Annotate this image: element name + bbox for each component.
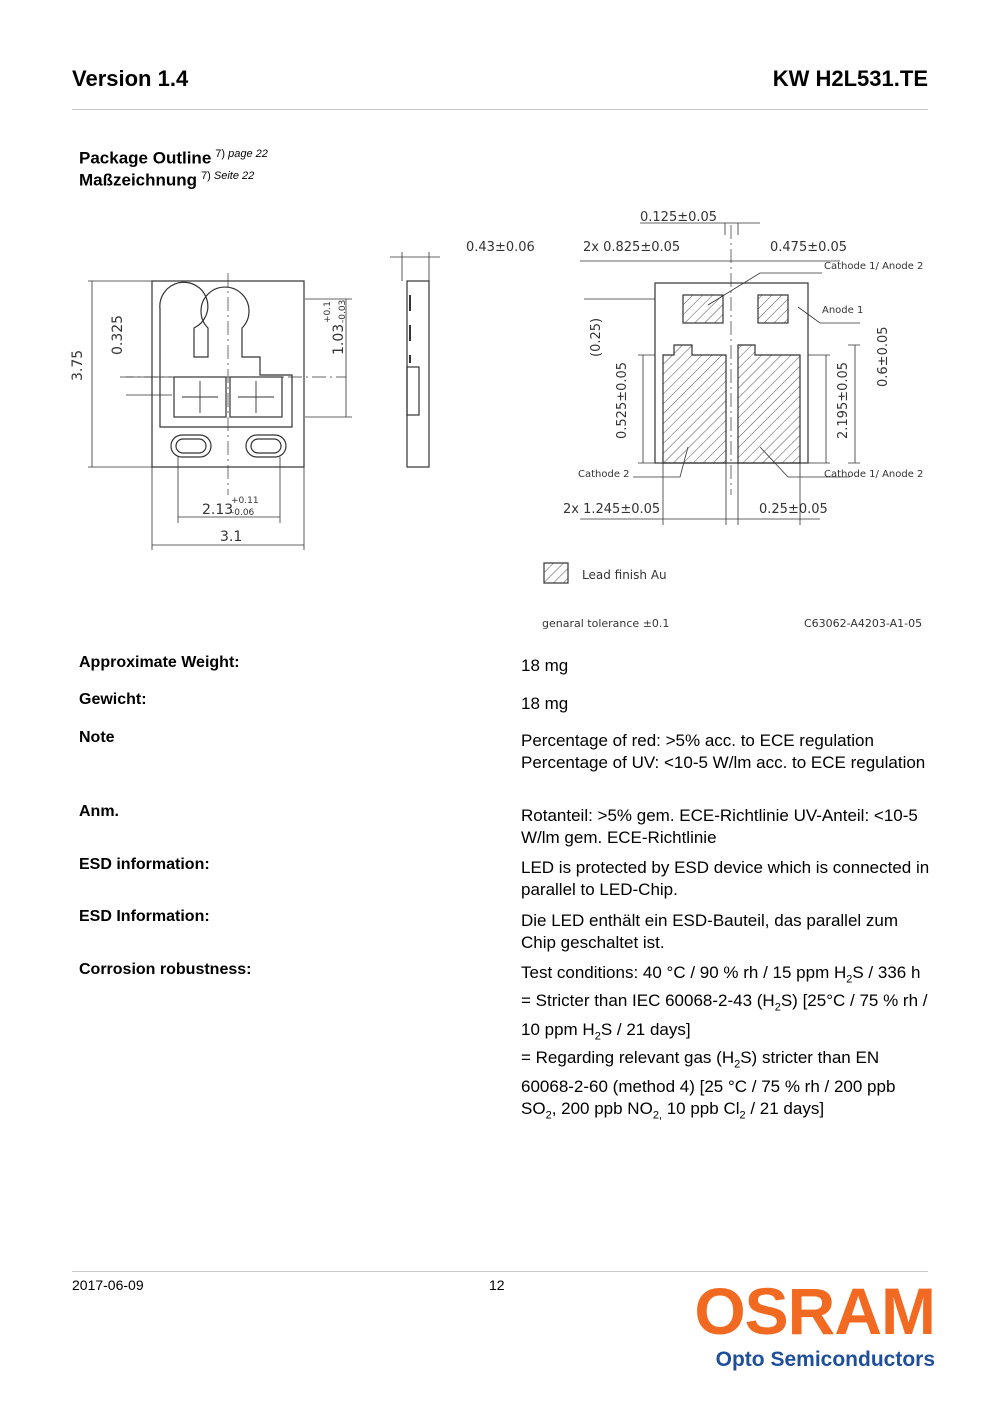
legend-hatch-box	[544, 563, 568, 583]
corrosion-line1: Test conditions: 40 °C / 90 % rh / 15 ppm $H_2S / 336$ h	[521, 963, 921, 986]
bottom-pad-cathode2	[663, 345, 726, 463]
dim-2195: 2.195±0.05	[836, 361, 851, 439]
header-version: Version 1.4	[72, 66, 189, 91]
footer-divider	[72, 1271, 928, 1272]
dim-width: 3.1	[220, 529, 243, 545]
bottom-pad-cathode1	[738, 345, 800, 463]
dim-0325: 0.325	[110, 314, 126, 355]
dim-0525: 0.525±0.05	[615, 361, 630, 439]
drawing-number: C63062-A4203-A1-05	[804, 617, 923, 630]
esd-en-value: LED is protected by ESD device which is connected in parallel to LED-Chip.	[521, 858, 930, 899]
dim-0125: 0.125±0.05	[640, 210, 718, 225]
pad-right-inner	[251, 439, 281, 453]
weight-de-label: Gewicht:	[79, 691, 147, 708]
dim-213: 2.13	[202, 502, 234, 518]
bottom-pad-top-right	[758, 295, 788, 323]
label-cathode1-anode2-top: Cathode 1/ Anode 2	[824, 261, 924, 272]
weight-en-value: 18 mg	[521, 656, 569, 675]
corrosion-value	[521, 962, 931, 1126]
pad-left-inner	[176, 439, 206, 453]
dim-213-tol-dn: -0.06	[231, 508, 255, 518]
dim-0475: 0.475±0.05	[770, 240, 848, 255]
note-en-label: Note	[79, 729, 115, 746]
dim-103-tol-dn: -0.03	[338, 299, 348, 323]
dim-0825: 2x 0.825±0.05	[583, 240, 681, 255]
note-de-label: Anm.	[79, 803, 119, 820]
osram-logo	[694, 1274, 935, 1372]
osram-logo-wordmark: OSRAM	[694, 1274, 935, 1348]
dim-103: 1.03	[331, 323, 347, 355]
pad-left	[171, 435, 211, 457]
footer-date: 2017-06-09	[72, 1277, 144, 1293]
side-view-lens	[407, 367, 419, 415]
dim-height: 3.75	[70, 349, 86, 381]
esd-de-value: Die LED enthält ein ESD-Bauteil, das parallel zum Chip geschaltet ist.	[521, 911, 899, 952]
corrosion-line2: = Stricter than IEC 60068-2-43 $(H_2S)$ [25°C / 75 % rh / 10 ppm $H_2S / 21$ days]	[521, 991, 928, 1043]
dim-thickness: 0.43±0.06	[466, 240, 535, 255]
legend-lead-finish: Lead finish Au	[582, 568, 667, 582]
label-cathode1-anode2-bottom: Cathode 1/ Anode 2	[824, 469, 924, 480]
section-title-de	[79, 170, 254, 191]
header-divider	[72, 109, 928, 110]
weight-en-label: Approximate Weight:	[79, 654, 240, 671]
footnote-ref-de: 7) Seite 22	[201, 170, 255, 182]
esd-en-label: ESD information:	[79, 856, 210, 873]
package-outline-drawing	[60, 195, 940, 640]
section-title-en-text: Package Outline	[79, 148, 212, 168]
corrosion-line3: = Regarding relevant gas $(H_2S)$ stricter than EN 60068-2-60 (method 4) [25 °C / 75 % rh / 200 ppb $SO_2$, 200 ppb $NO_{2,}$ 10 ppb $Cl_2 / 21$ days]	[521, 1048, 896, 1121]
footer-page-number: 12	[489, 1277, 505, 1293]
dim-025: (0.25)	[589, 317, 604, 357]
osram-logo-subtitle: Opto Semiconductors	[715, 1348, 935, 1371]
section-title-de-text: Maßzeichnung	[79, 170, 198, 190]
footnote-ref-en: 7) page 22	[215, 148, 268, 160]
label-cathode2: Cathode 2	[578, 469, 630, 480]
general-tolerance: genaral tolerance ±0.1	[542, 617, 670, 630]
esd-de-label: ESD Information:	[79, 908, 210, 925]
dim-1245: 2x 1.245±0.05	[563, 502, 661, 517]
dim-213-tol-up: +0.11	[231, 496, 259, 506]
corrosion-label: Corrosion robustness:	[79, 961, 252, 978]
section-title-en	[79, 148, 268, 169]
dim-06: 0.6±0.05	[876, 326, 891, 387]
dim-103-tol-up: +0.1	[323, 301, 333, 323]
weight-de-value: 18 mg	[521, 694, 569, 713]
dim-025b: 0.25±0.05	[759, 502, 828, 517]
note-de-value: Rotanteil: >5% gem. ECE-Richtlinie UV-Anteil: <10-5 W/lm gem. ECE-Richtlinie	[521, 806, 918, 847]
pad-right	[246, 435, 286, 457]
label-anode1: Anode 1	[822, 305, 864, 316]
header-part-number: KW H2L531.TE	[772, 66, 928, 91]
note-en-value: Percentage of red: >5% acc. to ECE regulation Percentage of UV: <10-5 W/lm acc. to ECE regulation	[521, 731, 926, 772]
